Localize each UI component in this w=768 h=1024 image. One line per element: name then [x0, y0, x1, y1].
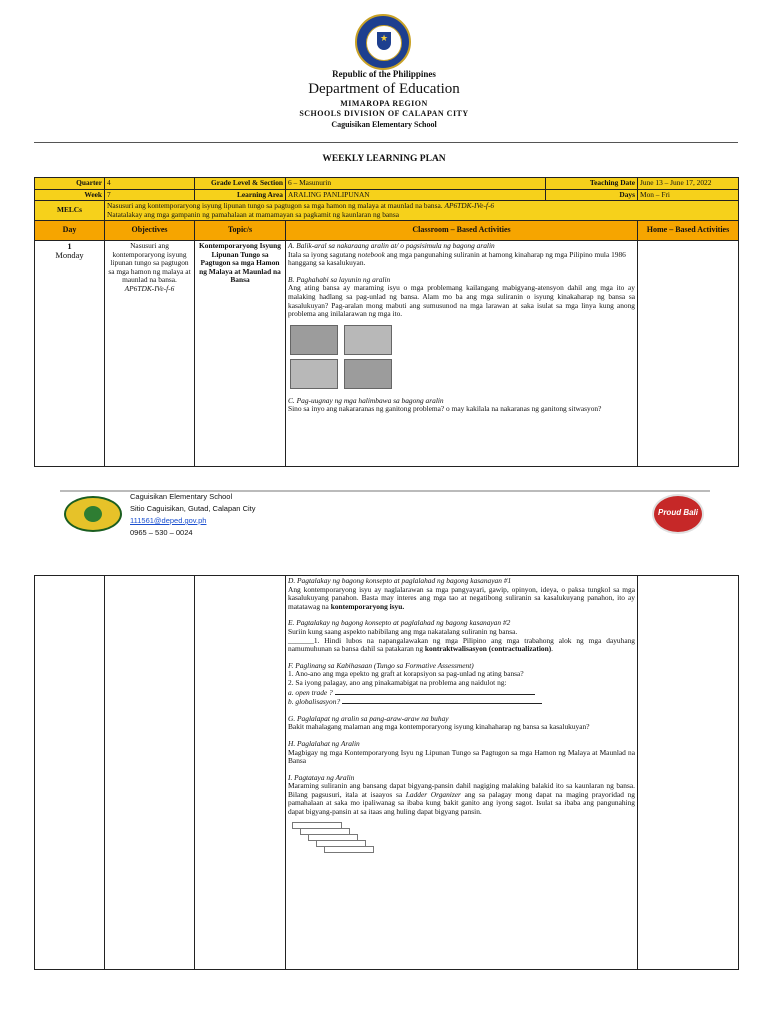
activity-a-notebook: notebook: [357, 249, 385, 259]
division-line: SCHOOLS DIVISION OF CALAPAN CITY: [299, 109, 469, 118]
week-label: Week: [35, 189, 105, 201]
plan-table-top: [34, 177, 739, 467]
school-logo-emblem: [84, 506, 102, 522]
deped-seal: [355, 14, 411, 70]
region-line: MIMAROPA REGION: [340, 99, 428, 108]
week-value: 7: [105, 189, 195, 201]
col-topics: Topic/s: [195, 221, 286, 241]
grade-label: Grade Level & Section: [195, 178, 286, 190]
col-home: Home – Based Activities: [638, 221, 739, 241]
activity-g: [288, 715, 635, 732]
ladder-step: [324, 846, 374, 853]
activity-h-title: H. Paglalahat ng Aralin: [288, 738, 360, 748]
home-activities-cell-continued: [638, 576, 739, 970]
activity-d-text: Ang kontemporaryong isyu ay naglalarawan sa mga pangyayari, gawip, opinyon, ideya, o paksa tungkol sa mga kasalukuyang panahon. Basta may interes ang mga tao at negatibong suliranin sa kasalukuyang panahon, ito ay matatawag na: [288, 584, 635, 611]
footer-email-link[interactable]: 111561@deped.gov.ph: [130, 516, 207, 525]
activity-e-item-end: .: [551, 644, 554, 654]
activity-b-body: Ang ating bansa ay maraming isyu o mga problemang kailangang mabigyang-atensyon dahil ang mga ito ay malaking hadlang sa pag-unlad ng bansa. Alam mo ba ang mga suliranin o isyung kinakaharap ng bansa sa kasalukuyan? Pag-aralan mong mabuti ang sumusunod na mga larawan at saka isulat sa mga linya kung anong problema ang inilalarawan ng mga ito.: [288, 283, 635, 319]
melc-1: Nasusuri ang kontemporaryong isyung lipunan tungo sa pagtugon sa mga hamon ng malaya at maunlad na bansa.: [107, 201, 443, 211]
activity-d-title: D. Pagtalakay ng bagong konsepto at paglalahad ng bagong kasanayan #1: [288, 576, 512, 585]
objective-cell-empty: [105, 576, 195, 970]
activity-f-a-label: a. open trade ?: [288, 687, 333, 697]
header-divider: [34, 142, 738, 143]
school-logo: [64, 496, 122, 532]
activity-f-q1: 1. Ano-ano ang mga epekto ng graft at korapsiyon sa pag-unlad ng ating bansa?: [288, 669, 524, 679]
activity-b-title: B. Paghahabi sa layunin ng aralin: [288, 274, 391, 284]
activity-f-b-label: b. globalisasyon?: [288, 697, 341, 707]
activity-b-photos: [290, 325, 635, 389]
quarter-label: Quarter: [35, 178, 105, 190]
activity-d-bold: kontemporaryong isyu.: [330, 601, 405, 611]
learning-area-label: Learning Area: [195, 189, 286, 201]
activity-d-body: [288, 586, 635, 612]
activity-e-item-bold: kontraktwalisasyon (contractualization): [424, 644, 552, 654]
ladder-organizer-diagram: [292, 822, 378, 858]
objective-code: AP6TDK-IVe-f-6: [124, 283, 175, 293]
activity-a-text-pre: Itala sa iyong sagutang: [288, 249, 356, 259]
activity-c-title: C. Pag-uugnay ng mga halimbawa sa bagong aralin: [288, 395, 444, 405]
activity-a-title: A. Balik-aral sa nakaraang aralin at/ o pagsisimula ng bagong aralin: [288, 240, 495, 250]
melcs-content: [105, 201, 739, 221]
info-row-melcs: [35, 201, 739, 221]
activity-i-title: I. Pagtataya ng Aralin: [288, 772, 355, 782]
col-day: Day: [35, 221, 105, 241]
column-header-row: [35, 221, 739, 241]
proud-logo: [652, 494, 704, 534]
activity-f-b: [288, 697, 635, 707]
activity-f-a: [288, 688, 635, 698]
days-label: Days: [546, 189, 638, 201]
footer-phone: 0965 – 530 – 0024: [130, 528, 193, 537]
proud-logo-text: Proud Bali: [657, 508, 698, 517]
activity-e-item-text: _______1. Hindi lubos na napangalawakan ng mga Pilipino ang mga trabahong alok ng mga dayuhang namumuhunan sa bansa dahil sa patakaran ng: [288, 635, 635, 654]
school-line: Caguisikan Elementary School: [331, 120, 437, 129]
seal-star-icon: ★: [380, 33, 389, 43]
activity-g-body: Bakit mahalagang malaman ang mga kontemporaryong isyung kinahaharap ng bansa sa kasalukuyan?: [288, 722, 590, 732]
activity-c: [288, 397, 635, 414]
home-activities-cell: [638, 240, 739, 466]
col-classroom: Classroom – Based Activities: [286, 221, 638, 241]
info-row-week: [35, 189, 739, 201]
activity-f-title: F. Paglinang sa Kabihasaan (Tungo sa Formative Assessment): [288, 660, 474, 670]
activity-e-item: [288, 637, 635, 654]
learning-area-value: ARALING PANLIPUNAN: [286, 189, 546, 201]
activity-e-title: E. Pagtalakay ng bagong konsepto at paglalahad ng bagong kasanayan #2: [288, 618, 511, 628]
activity-e: [288, 619, 635, 653]
classroom-activities-continued: [286, 576, 638, 970]
activity-c-body: Sino sa inyo ang nakararanas ng ganitong problema? o may kakilala na nakaranas ng ganitong sitwasyon?: [288, 404, 602, 414]
topic-cell-empty: [195, 576, 286, 970]
republic-line: Republic of the Philippines: [332, 69, 436, 79]
activity-i-text2: ang sa palagay mong dapat na maging prayoridad ng pamahalaan at saka mo ipaliwanag sa ibaba kung bakit ganito ang iyong sagot. Isulat sa ibaba ang pangunahing dapat bigyang-pansin at sa itaas ang huling dapat bigyang pansin.: [288, 789, 635, 817]
info-row-quarter: [35, 178, 739, 190]
activity-a-body: [288, 251, 635, 268]
photo-image: [290, 325, 338, 355]
photo-image: [344, 359, 392, 389]
objective-text: Nasusuri ang kontemporaryong isyung lipunan tungo sa pagtugon sa mga hamon ng malaya at maunlad na bansa.: [108, 240, 191, 285]
activity-f-q2: 2. Sa iyong palagay, ano ang pinakamabigat na problema ang naidulot ng:: [288, 677, 507, 687]
col-objectives: Objectives: [105, 221, 195, 241]
footer-school: Caguisikan Elementary School: [130, 492, 233, 501]
activity-g-title: G. Paglalapat ng aralin sa pang-araw-araw na buhay: [288, 713, 449, 723]
seal-inner: [366, 25, 402, 61]
activity-i-text1: Maraming suliranin ang bansang dapat bigyang-pansin dahil nagiging malaking balakid ito sa kaunlaran ng bansa. Bilang pagsusuri, itala at isaayos sa: [288, 781, 635, 799]
activity-h: [288, 740, 635, 766]
activity-i: [288, 774, 635, 858]
day-cell: [35, 240, 105, 466]
days-value: Mon – Fri: [638, 189, 739, 201]
activity-a: [288, 242, 635, 268]
plan-title: WEEKLY LEARNING PLAN: [322, 154, 446, 164]
answer-line[interactable]: [342, 697, 542, 704]
classroom-activities-cell: [286, 240, 638, 466]
activity-e-instruction: Suriin kung saang aspekto nabibilang ang mga nakatalang suliranin ng bansa.: [288, 626, 518, 636]
quarter-value: 4: [105, 178, 195, 190]
activity-h-body: Magbigay ng mga Kontemporaryong Isyu ng Lipunan Tungo sa Pagtugon sa mga Hamon ng Malaya at Maunlad na Bansa: [288, 747, 635, 766]
grade-value: 6 – Masunurin: [286, 178, 546, 190]
day-cell-empty: [35, 576, 105, 970]
day-row-monday: [35, 240, 739, 466]
activity-a-text-post: ang mga pangunahing suliranin at hamong kinaharap ng mga Pilipino mula 1986 hanggang sa kasalukuyan.: [288, 249, 626, 268]
activity-f: [288, 662, 635, 707]
continued-row: [35, 576, 739, 970]
melc-2: Natatalakay ang mga gampanin ng pamahalaan at mamamayan sa pagkamit ng kaunlaran ng bansa: [107, 209, 400, 219]
melc-1-code: AP6TDK-IVe-f-6: [444, 201, 495, 211]
plan-table-continued: [34, 575, 739, 970]
day-number: 1: [67, 240, 72, 251]
activity-b: [288, 276, 635, 389]
teaching-date-label: Teaching Date: [546, 178, 638, 190]
answer-line[interactable]: [335, 688, 535, 695]
activity-i-body: [288, 782, 635, 816]
melcs-label: MELCs: [35, 201, 105, 221]
day-name: Monday: [55, 249, 84, 260]
activity-d: [288, 577, 635, 611]
department-title: Department of Education: [308, 81, 460, 97]
objective-cell: [105, 240, 195, 466]
photo-image: [344, 325, 392, 355]
topic-cell: Kontemporaryong Isyung Lipunan Tungo sa Pagtugon sa mga Hamon ng Malaya at Maunlad na Bansa: [195, 240, 286, 466]
footer-address: Sitio Caguisikan, Gutad, Calapan City: [130, 504, 256, 513]
activity-i-ladder: Ladder Organizer: [405, 789, 461, 799]
photo-image: [290, 359, 338, 389]
teaching-date-value: June 13 – June 17, 2022: [638, 178, 739, 190]
